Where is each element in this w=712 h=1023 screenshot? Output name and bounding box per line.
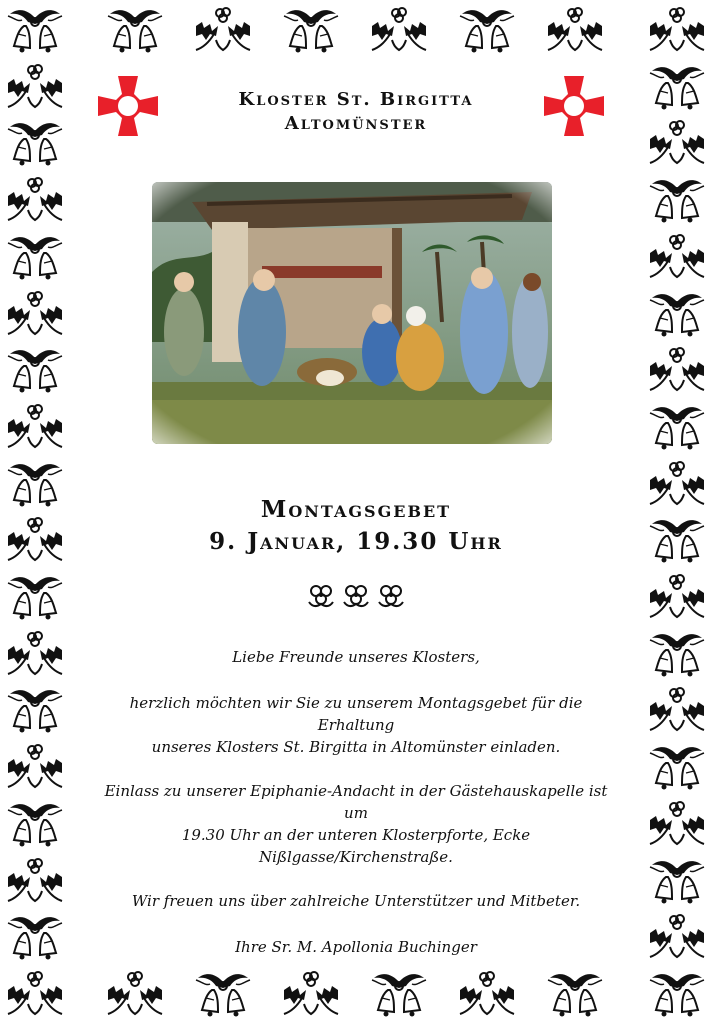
monastery-title <box>150 88 562 136</box>
christmas-bells-icon <box>4 344 66 394</box>
christmas-bells-icon <box>646 741 708 791</box>
christmas-bells-icon <box>4 117 66 167</box>
christmas-bells-icon <box>646 288 708 338</box>
holly-icon <box>368 4 430 54</box>
invitation-paragraph <box>96 692 616 758</box>
christmas-bells-icon <box>4 911 66 961</box>
christmas-bells-icon <box>4 4 66 54</box>
event-title: Montagsgebet <box>260 496 452 523</box>
holly-icon <box>646 344 708 394</box>
event-date-time: 9. Januar, 19.30 Uhr <box>209 528 503 555</box>
holly-icon <box>544 4 606 54</box>
holly-icon <box>4 514 66 564</box>
christmas-bells-icon <box>4 231 66 281</box>
holly-icon <box>192 4 254 54</box>
holly-icon <box>646 684 708 734</box>
holly-icon <box>646 231 708 281</box>
holly-icon <box>4 741 66 791</box>
holly-icon <box>4 968 66 1018</box>
holly-icon <box>4 855 66 905</box>
christmas-bells-icon <box>646 174 708 224</box>
holly-icon <box>4 401 66 451</box>
ornament-flourish-icon <box>379 586 403 606</box>
holly-icon <box>646 798 708 848</box>
holly-icon <box>646 571 708 621</box>
invitation-line-1: herzlich möchten wir Sie zu unserem Montagsgebet für die Erhaltung <box>129 694 583 734</box>
holly-icon <box>646 4 708 54</box>
entry-line-1: Einlass zu unserer Epiphanie-Andacht in der Gästehauskapelle ist um <box>104 782 608 822</box>
monastery-location: Altomünster <box>284 113 428 134</box>
holly-icon <box>646 117 708 167</box>
thanks-line: Wir freuen uns über zahlreiche Unterstützer und Mitbeter. <box>131 892 581 910</box>
christmas-bells-icon <box>4 798 66 848</box>
christmas-bells-icon <box>280 4 342 54</box>
holly-icon <box>646 458 708 508</box>
entry-paragraph <box>96 780 616 868</box>
nativity-scene-image <box>152 182 552 444</box>
ornament-flourish-icon <box>309 586 333 606</box>
christmas-bells-icon <box>646 401 708 451</box>
christmas-bells-icon <box>646 855 708 905</box>
entry-line-3: Nißlgasse/Kirchenstraße. <box>259 848 453 866</box>
monastery-name: Kloster St. Birgitta <box>238 89 474 110</box>
holly-icon <box>4 61 66 111</box>
event-heading <box>120 494 592 558</box>
greeting: Liebe Freunde unseres Klosters, <box>232 648 480 666</box>
christmas-bells-icon <box>646 968 708 1018</box>
christmas-bells-icon <box>4 458 66 508</box>
entry-line-2: 19.30 Uhr an der unteren Klosterpforte, Ecke <box>181 826 531 844</box>
holly-icon <box>646 911 708 961</box>
christmas-bells-icon <box>646 514 708 564</box>
christmas-bells-icon <box>4 684 66 734</box>
christmas-bells-icon <box>104 4 166 54</box>
signature: Ihre Sr. M. Apollonia Buchinger <box>235 938 477 956</box>
christmas-bells-icon <box>646 61 708 111</box>
holly-icon <box>4 628 66 678</box>
christmas-bells-icon <box>646 628 708 678</box>
holly-icon <box>4 174 66 224</box>
christmas-bells-icon <box>456 4 518 54</box>
holly-icon <box>4 288 66 338</box>
ornament-flourish-icon <box>344 586 368 606</box>
christmas-bells-icon <box>4 571 66 621</box>
ornament-divider <box>306 582 406 610</box>
invitation-line-2: unseres Klosters St. Birgitta in Altomünster einladen. <box>151 738 561 756</box>
letter-body <box>96 646 616 982</box>
